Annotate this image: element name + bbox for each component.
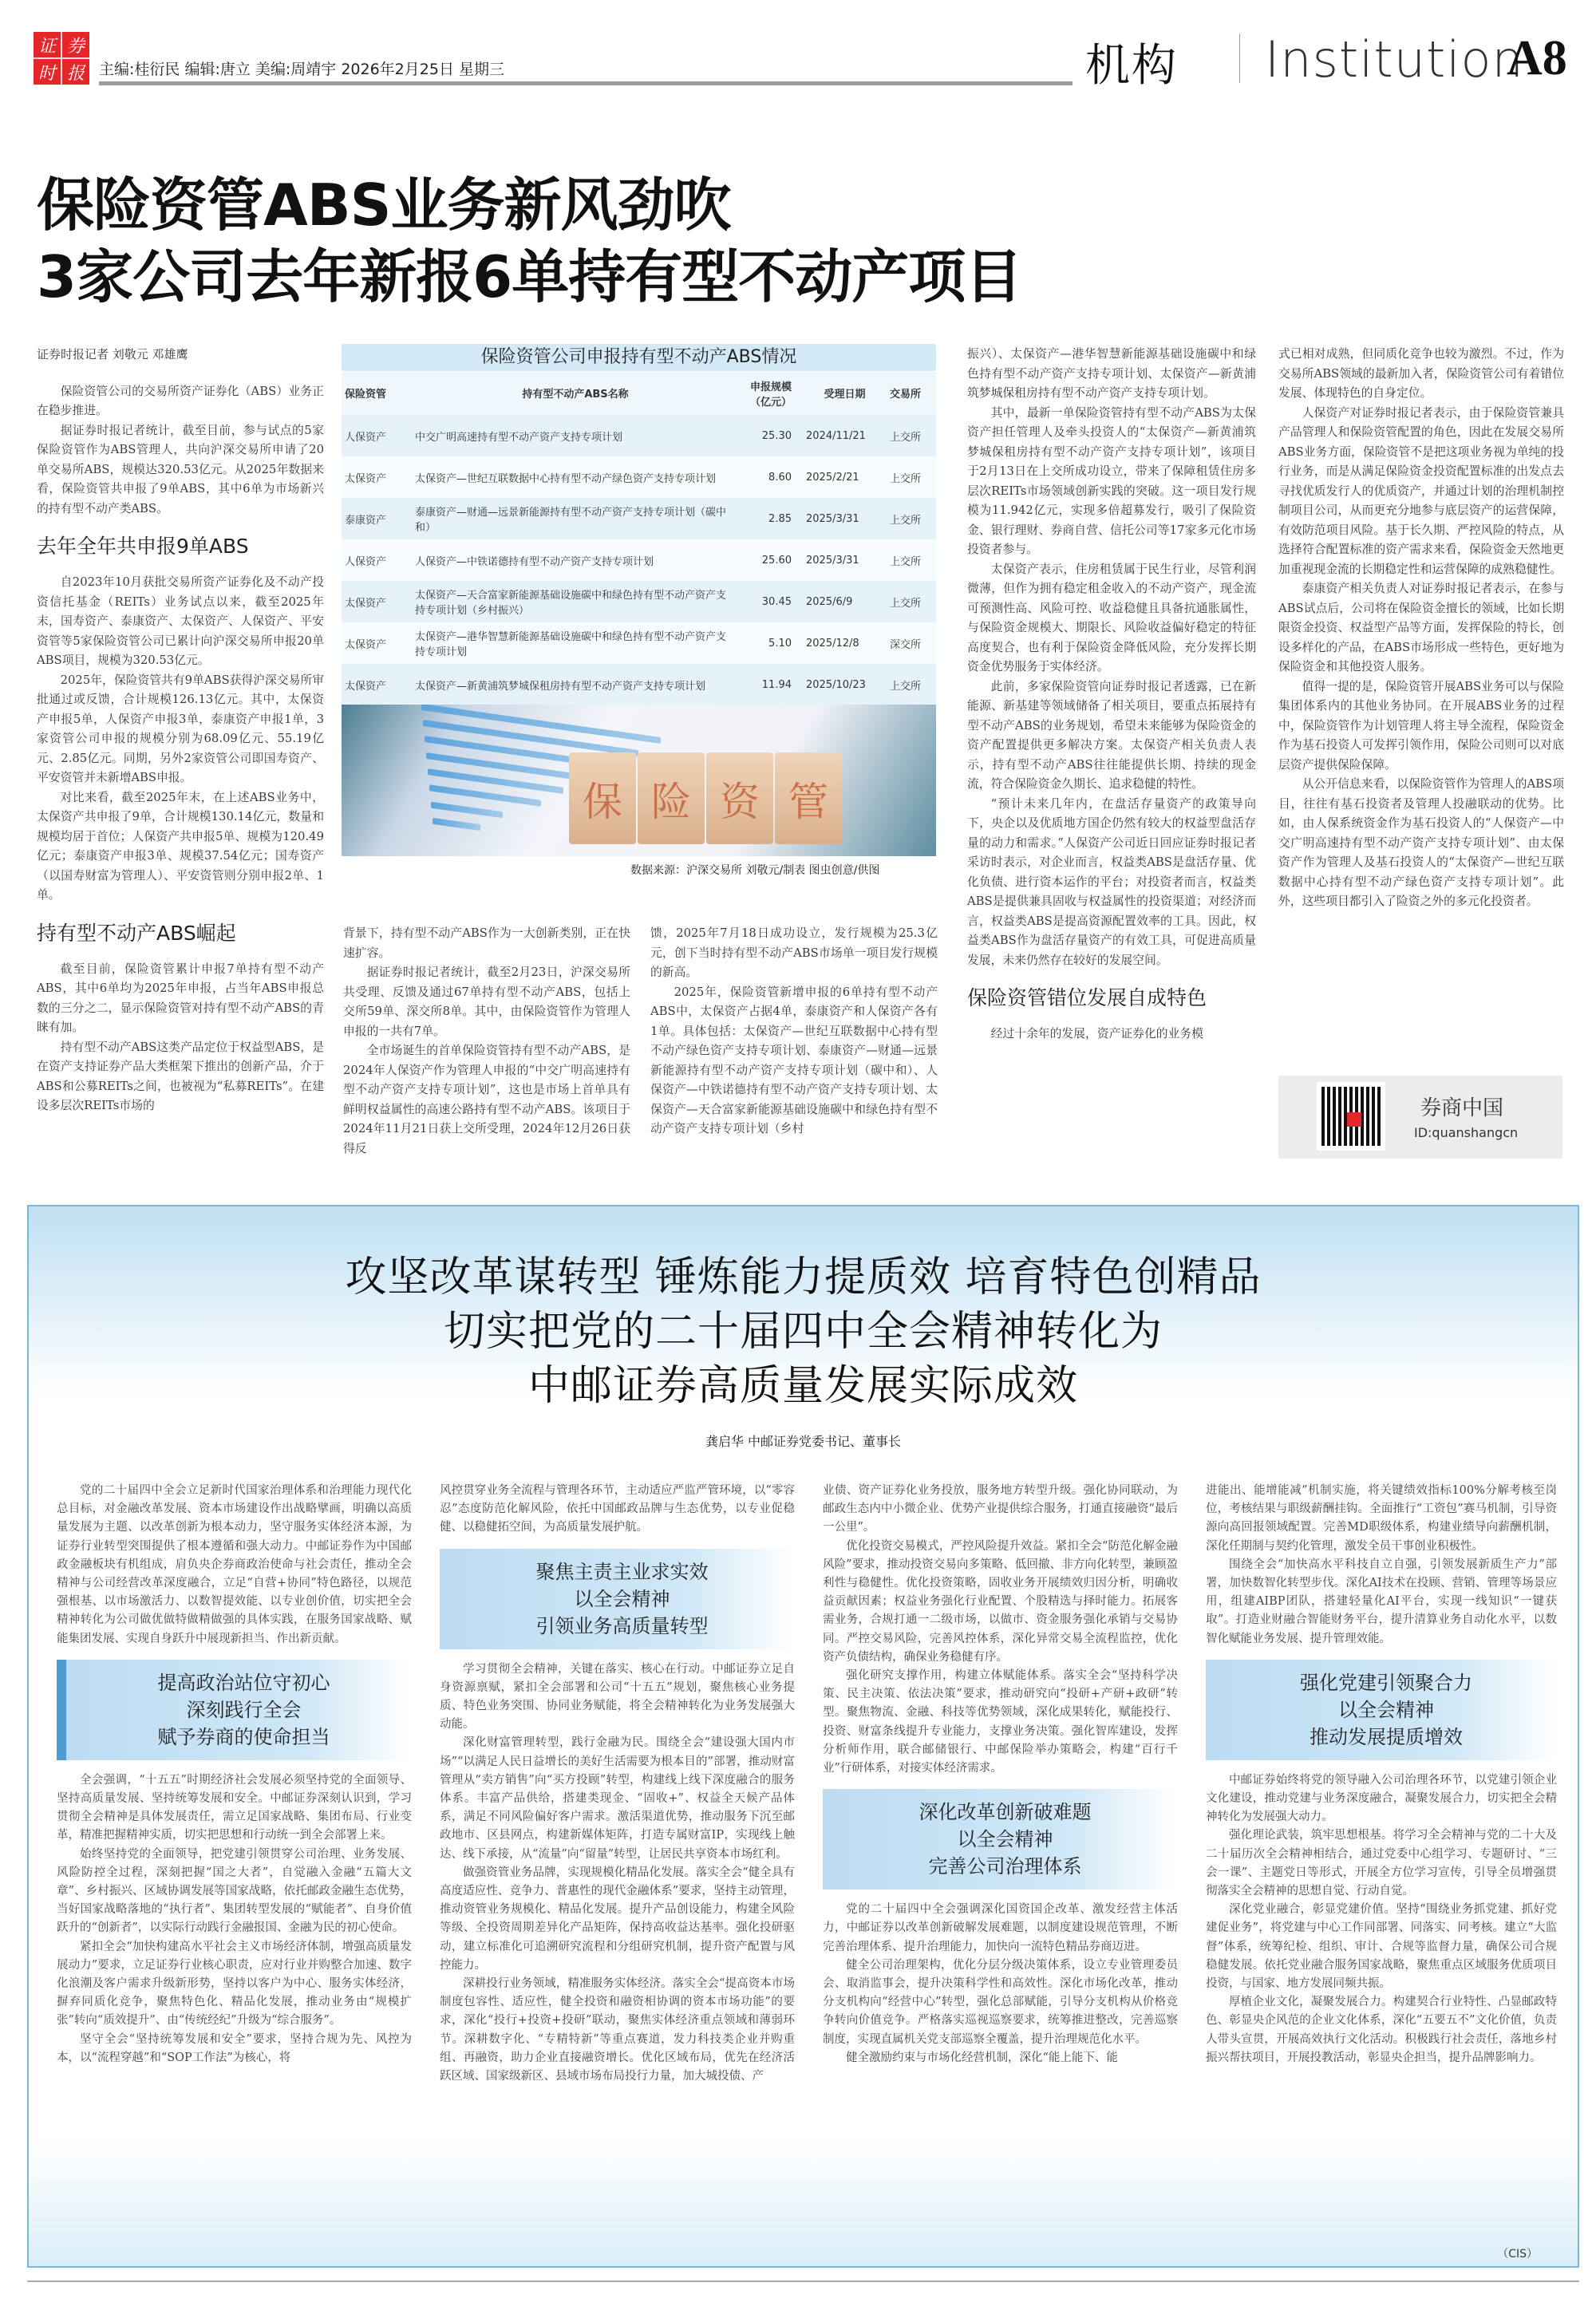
paragraph: 健全公司治理架构，优化分层分级决策体系，设立专业管理委员会、取消监事会，提升决策科学性和高效性。深化市场化改革，推动分支机构向“经营中心”转型，强化总部赋能，引导分支机构从价格竞争转向价值竞争。严格落实巡视巡察要求，统筹推进整改，完善巡察制度，实现直属机关党支部巡察全覆盖，提升治理规范化水平。 (823, 1958, 1178, 2046)
title-line: 中邮证券高质量发展实际成效 (527, 1362, 1078, 1410)
paragraph: 据证券时报记者统计，截至目前，参与试点的5家保险资管作为ABS管理人，共向沪深交易所申请了20单交易所ABS，规模达320.53亿元。从2025年数据来看，保险资管共申报了9单ABS，其中6单为市场新兴的持有型不动产类ABS。 (37, 423, 324, 515)
masthead (0, 0, 1596, 96)
cell-manager: 人保资产 (342, 539, 412, 581)
table-row (342, 581, 936, 622)
masthead-rule (99, 81, 1073, 85)
page-number: A8 (1507, 31, 1567, 85)
box-line: 聚焦主责主业求实效 (535, 1560, 709, 1583)
box-line: 深刻践行全会 (186, 1698, 302, 1721)
qr-code-icon[interactable] (1317, 1082, 1385, 1151)
paragraph: 自2023年10月获批交易所资产证券化及不动产投资信托基金（REITs）业务试点以来，截至2025年末，国寿资产、泰康资产、太保资产、人保资产、平安资管等5家保险资管公司已累计向沪深交易所申报20单ABS项目，规模为320.53亿元。 (37, 575, 324, 667)
photo-caption: 数据来源：沪深交易所 刘敬元/制表 图虫创意/供图 (630, 864, 880, 877)
cell-scale: 5.10 (739, 622, 803, 664)
table-title: 保险资管公司申报持有型不动产ABS情况 (342, 344, 936, 371)
column-header: 受理日期 (803, 371, 887, 415)
section-title-cn: 机构 (1085, 40, 1178, 92)
box-line: 强化党建引领聚合力 (1300, 1671, 1472, 1694)
paragraph: 做强资管业务品牌，实现规模化精品化发展。落实全会“健全具有高度适应性、竞争力、普惠性的现代金融体系”要求，坚持主动管理，推动资管业务规模化、精品化发展。提升产品创设能力，构建全风险等级、全投资周期差异化产品矩阵，保持高收益达基率。强化投研驱动，建立标准化可追溯研究流程和分组研究机制，提升资产配置与风控能力。 (440, 1866, 795, 1972)
cell-date: 2025/12/8 (803, 622, 887, 664)
cell-exchange: 深交所 (887, 622, 936, 664)
headline-line-2: 3家公司去年新报6单持有型不动产项目 (37, 243, 1022, 310)
advertorial-column-3 (823, 1482, 1178, 2067)
cell-exchange: 上交所 (887, 498, 936, 539)
cell-manager: 泰康资产 (342, 498, 412, 539)
paragraph: 深耕投行业务领域，精准服务实体经济。落实全会“提高资本市场制度包容性、适应性，健全投资和融资相协调的资本市场功能”的要求，深化“投行+投资+投研”联动，聚焦实体经济重点领域和薄弱环节。深耕数字化、“专精特新”等重点赛道，发力科技类企业并购重组、再融资，助力企业直接融资增长。优化区域布局，优先在经济活跃区域、国家级新区、县域市场布局投行力量，加大城投债、产 (440, 1977, 795, 2083)
cell-scale: 25.60 (739, 539, 803, 581)
box-line: 完善公司治理体系 (928, 1855, 1082, 1878)
paragraph: 强化理论武装，筑牢思想根基。将学习全会精神与党的二十大及二十届历次全会精神相结合，通过党委中心组学习、专题研讨、“三会一课”、主题党日等形式，开展全方位学习宣传，引导全员增强贯彻落实全会精神的思想自觉、行动自觉。 (1206, 1829, 1557, 1898)
headline-line-1: 保险资管ABS业务新风劲吹 (37, 172, 731, 239)
logo-char: 证 (34, 32, 61, 57)
box-line: 深化改革创新破难题 (918, 1801, 1092, 1824)
paragraph: 从公开信息来看，以保险资管作为管理人的ABS项目，往往有基石投资者及管理人投融联动的优势。比如，由人保系统资金作为基石投资人的“人保资产—中交广明高速持有型不动产资产支持专项计划”、由太保资产作为管理人及基石投资人的“太保资产—世纪互联数据中心持有型不动产绿色资产支持专项计划”。此外，这些项目都引入了险资之外的多元化投资者。 (1278, 777, 1564, 908)
cell-manager: 太保资产 (342, 456, 412, 498)
paragraph: 太保资产表示，住房租赁属于民生行业，尽管利润微薄，但作为拥有稳定租金收入的不动产资产，现金流可预测性高、风险可控、收益稳健且具备抗通胀属性，与保险资金规模大、期限长、风险收益偏好稳定的特征高度契合，也有利于保险资金降低风险，充分发挥长期资金优势服务于实体经济。 (967, 562, 1256, 673)
block-char: 管 (775, 752, 842, 844)
box-line: 以全会精神 (1338, 1698, 1434, 1721)
wooden-blocks (569, 752, 842, 844)
paragraph: 泰康资产相关负责人对证券时报记者表示，在参与ABS试点后，公司将在保险资金擅长的领域，比如长期限资金投资、权益型产品等方面，发挥保险的特长，创设多样化的产品，在ABS市场形成一些特色，更好地为保险资金和其他投资人服务。 (1278, 582, 1564, 673)
newspaper-logo (34, 32, 89, 85)
cell-manager: 太保资产 (342, 664, 412, 705)
cell-exchange: 上交所 (887, 456, 936, 498)
block-char: 资 (706, 752, 773, 844)
paragraph: 此前，多家保险资管向证券时报记者透露，已在新能源、新基建等领域储备了相关项目，要重点拓展持有型不动产ABS的业务规划，希望未来能够为保险资金的资产配置提供更多解决方案。太保资产相关负责人表示，持有型不动产ABS往往能提供长期、持续的现金流，符合保险资金久期长、追求稳健的特性。 (967, 679, 1256, 791)
subheading: 持有型不动产ABS崛起 (37, 921, 236, 945)
paragraph: 对比来看，截至2025年末，在上述ABS业务中，太保资产共申报了9单，合计规模130.14亿元，数量和规模均居于首位；人保资产共申报5单、规模为120.49亿元；泰康资产申报3单、规模37.54亿元；国寿资产（以国寿财富为管理人）、平安资管则分别申报2单、1单。 (37, 790, 324, 902)
cell-scale: 11.94 (739, 664, 803, 705)
paragraph: 厚植企业文化，凝聚发展合力。构建契合行业特性、凸显邮政特色、彰显央企风范的企业文化体系，深化“五要五不”文化价值，负责人带头宣贯，开展高效执行文化活动。积极践行社会责任，落地乡村振兴帮扶项目，开展投教活动，彰显央企担当，提升品牌影响力。 (1206, 1996, 1557, 2064)
paragraph: 党的二十届四中全会立足新时代国家治理体系和治理能力现代化总目标，对金融改革发展、资本市场建设作出战略擘画，明确以高质量发展为主题、以改革创新为根本动力，坚守服务实体经济本源，为证券行业转型突围提供了根本遵循和强大动力。中邮证券作为中国邮政金融板块有机组成，肩负央企券商政治使命与社会责任，推动全会精神与公司经营改革深度融合，立足“自营+协同”特色路径，以规范强根基、以市场激活力、以数智提效能、以专业创价值，切实把全会精神转化为公司做优做特做精做强的具体实践，在服务国家战略、赋能集团发展、实现自身跃升中展现新担当、作出新贡献。 (57, 1484, 412, 1645)
cell-exchange: 上交所 (887, 664, 936, 705)
box-line: 以全会精神 (957, 1828, 1053, 1851)
table-row (342, 539, 936, 581)
paragraph: 进能出、能增能减”机制实施，将关键绩效指标100%分解考核至岗位，考核结果与职级薪酬挂钩。全面推行“工资包”赛马机制，引导资源向高回报领域配置。完善MD职级体系，构建业绩导向薪酬机制，深化任期制与契约化管理，激发全员干事创业积极性。 (1206, 1484, 1557, 1553)
table-row (342, 664, 936, 705)
box-line: 引领业务高质量转型 (535, 1614, 709, 1637)
paragraph: 保险资管公司的交易所资产证券化（ABS）业务正在稳步推进。 (37, 384, 324, 417)
paragraph: 强化研究支撑作用，构建立体赋能体系。落实全会“坚持科学决策、民主决策、依法决策”要求，推动研究向“投研+产研+政研”转型。聚焦物流、金融、科技等优势领域，深化成果转化，赋能投行、投资、财富条线提升专业能力，支撑业务决策。强化智库建设，发挥分析师作用，联合邮储银行、中邮保险举办策略会，构建“百行千业”行研体系，对接实体经济需求。 (823, 1669, 1178, 1775)
cell-manager: 太保资产 (342, 622, 412, 664)
logo-char: 报 (62, 59, 89, 85)
cell-date: 2025/2/21 (803, 456, 887, 498)
paragraph: 学习贯彻全会精神，关键在落实、核心在行动。中邮证券立足自身资源禀赋，紧扣全会部署和公司“十五五”规划，聚焦核心业务提质、特色业务突围、协同业务赋能，将全会精神转化为业务发展强大动能。 (440, 1662, 795, 1732)
advertorial-column-4 (1206, 1482, 1557, 2067)
paragraph: 全会强调，“十五五”时期经济社会发展必须坚持党的全面领导、坚持高质量发展、坚持统筹发展和安全。中邮证券深刻认识到，学习贯彻全会精神是具体发展责任，需立足国家战略、集团布局、行业变革，精准把握精神实质，切实把思想和行动统一到全会部署上来。 (57, 1773, 412, 1842)
cell-name: 中交广明高速持有型不动产资产支持专项计划 (412, 415, 739, 456)
title-line: 攻坚改革谋转型 锤炼能力提质效 培育特色创精品 (345, 1254, 1262, 1301)
promo-id: ID:quanshangcn (1414, 1125, 1519, 1140)
article-column-5 (1278, 345, 1564, 912)
box-line: 以全会精神 (574, 1587, 670, 1610)
advertorial-column-1 (57, 1482, 412, 2067)
byline: 证券时报记者 刘敬元 邓雄鹰 (37, 347, 188, 361)
box-line: 提高政治站位守初心 (157, 1671, 330, 1694)
section-heading-box (57, 1660, 412, 1760)
paragraph: 党的二十届四中全会强调深化国资国企改革、激发经营主体活力，中邮证券以改革创新破解发展难题，以制度建设规范管理，不断完善治理体系、提升治理能力，加快向一流特色精品券商迈进。 (823, 1903, 1178, 1953)
cell-date: 2025/3/31 (803, 539, 887, 581)
paragraph: 其中，最新一单保险资管持有型不动产ABS为太保资产担任管理人及牵头投资人的“太保资产—新黄浦筑梦城保租房持有型不动产资产支持专项计划”，该项目于2月13日在上交所成功设立，带来了保障租赁住房多层次REITs市场领域创新实践的突破。这一项目发行规模为11.942亿元，实现多倍超募发行，吸引了保险资金、银行理财、券商自营、信托公司等17家多元化市场投资者参与。 (967, 405, 1256, 556)
paragraph: 据证券时报记者统计，截至2月23日，沪深交易所共受理、反馈及通过67单持有型不动产ABS，包括上交所59单、深交所8单。其中，由保险资管作为管理人申报的一共有7单。 (343, 965, 630, 1038)
paragraph: 紧扣全会“加快构建高水平社会主义市场经济体制，增强高质量发展动力”要求，立足证券行业核心职责，应对行业并购整合加速、数字化浪潮及客户需求升级新形势，坚持以客户为中心、服务实体经济，摒弃同质化竞争，聚焦特色化、精品化发展，推动业务由“规模扩张”转向“质效提升”、由“传统经纪”升级为“综合服务”。 (57, 1940, 412, 2028)
paragraph: 2025年，保险资管新增申报的6单持有型不动产ABS中，太保资产占据4单，泰康资产和人保资产各有1单。具体包括：太保资产—世纪互联数据中心持有型不动产绿色资产支持专项计划、泰康资产—财通—远景新能源持有型不动产资产支持专项计划（碳中和）、人保资产—中铁诺德持有型不动产资产支持专项计划、太保资产—天合富家新能源基础设施碳中和绿色持有型不动产资产支持专项计划（乡村 (650, 985, 938, 1135)
bottom-rule (27, 2280, 1579, 2282)
article-column-1 (37, 345, 324, 1116)
paragraph: 深化党业融合，彰显党建价值。坚持“围绕业务抓党建、抓好党建促业务”，将党建与中心工作同部署、同落实、同考核。建立“大监督”体系，统筹纪检、组织、审计、合规等监督力量，确保公司合规稳健发展。依托党业融合服务国家战略，聚焦重点区域服务优质项目投资，与国家、地方发展同频共振。 (1206, 1903, 1557, 1991)
logo-char: 券 (62, 32, 89, 57)
column-header: 保险资管 (342, 371, 412, 415)
section-heading-box (1206, 1660, 1557, 1760)
wechat-promo-box (1278, 1076, 1562, 1159)
column-header: 申报规模（亿元） (739, 371, 803, 415)
subheading: 保险资管错位发展自成特色 (967, 986, 1207, 1009)
cell-date: 2025/10/23 (803, 664, 887, 705)
cell-date: 2024/11/21 (803, 415, 887, 456)
cell-exchange: 上交所 (887, 539, 936, 581)
section-divider (1239, 34, 1240, 83)
paragraph: 深化财富管理转型，践行金融为民。围绕全会“建设强大国内市场”“以满足人民日益增长的美好生活需要为根本目的”部署，推动财富管理从“卖方销售”向“买方投顾”转型，构建线上线下深度融合的服务体系。丰富产品供给，搭建类现金、“固收+”、权益全天候产品体系，满足不同风险偏好客户需求。激活渠道优势，推动服务下沉至邮政地市、区县网点，构建新媒体矩阵，打造专属财富IP，实现线上触达、线下承接，从“流量”向“留量”转型，让居民共享资本市场红利。 (440, 1736, 795, 1861)
article-column-2 (343, 924, 630, 1159)
advertorial-title (29, 1250, 1578, 1413)
cell-scale: 30.45 (739, 581, 803, 622)
paragraph: 经过十余年的发展，资产证券化的业务模 (990, 1027, 1203, 1041)
advertorial-author: 龚启华 中邮证券党委书记、董事长 (705, 1434, 902, 1449)
logo-char: 时 (34, 59, 61, 85)
block-char: 保 (569, 752, 636, 844)
cell-name: 泰康资产—财通—远景新能源持有型不动产资产支持专项计划（碳中和） (412, 498, 739, 539)
editor-info: 主编:桂衍民 编辑:唐立 美编:周靖宇 2026年2月25日 星期三 (99, 61, 504, 78)
paragraph: 截至目前，保险资管累计申报7单持有型不动产ABS，其中6单均为2025年申报，占当年ABS申报总数的三分之二，显示保险资管对持有型不动产ABS的青睐有加。 (37, 962, 324, 1034)
section-title-en: Institution (1265, 30, 1524, 89)
article-headline (37, 169, 1021, 313)
paragraph: 健全激励约束与市场化经营机制，深化“能上能下、能 (846, 2051, 1118, 2064)
paragraph: 中邮证券始终将党的领导融入公司治理各环节，以党建引领企业文化建设，推动党建与业务深度融合，凝聚发展合力，切实把全会精神转化为发展强大动力。 (1206, 1773, 1557, 1824)
paragraph: 持有型不动产ABS这类产品定位于权益型ABS，是在资产支持证券产品大类框架下推出的创新产品，介于ABS和公募REITs之间，也被视为“私募REITs”。在建设多层次REITs市场的 (37, 1040, 324, 1112)
paragraph: 风控贯穿业务全流程与管理各环节，主动适应严监严管环境，以“零容忍”态度防范化解风险，依托中国邮政品牌与生态优势，以专业促稳健、以稳健拓空间，为高质量发展护航。 (440, 1484, 795, 1534)
promo-title: 券商中国 (1420, 1096, 1504, 1120)
paragraph: 始终坚持党的全面领导，把党建引领贯穿公司治理、业务发展、风险防控全过程，深刻把握“国之大者”，自觉融入金融“五篇大文章”、乡村振兴、区域协调发展等国家战略，依托邮政金融生态优势，当好国家战略落地的“执行者”、集团转型发展的“赋能者”、自身价值跃升的“创新者”，以实际行动践行金融报国、金融为民的初心使命。 (57, 1847, 412, 1935)
cell-scale: 2.85 (739, 498, 803, 539)
cell-name: 太保资产—新黄浦筑梦城保租房持有型不动产资产支持专项计划 (412, 664, 739, 705)
subheading: 去年全年共申报9单ABS (37, 535, 249, 558)
cell-manager: 人保资产 (342, 415, 412, 456)
cell-manager: 太保资产 (342, 581, 412, 622)
cis-mark: （CIS） (1497, 2248, 1538, 2261)
table-row (342, 498, 936, 539)
cell-name: 太保资产—港华智慧新能源基础设施碳中和绿色持有型不动产资产支持专项计划 (412, 622, 739, 664)
section-heading-box (440, 1549, 795, 1649)
table-row (342, 415, 936, 456)
article-column-3 (650, 924, 938, 1139)
title-line: 切实把党的二十届四中全会精神转化为 (443, 1308, 1163, 1356)
cell-scale: 25.30 (739, 415, 803, 456)
advertorial-section (27, 1205, 1579, 2268)
paragraph: 式已相对成熟，但同质化竞争也较为激烈。不过，作为交易所ABS领域的最新加入者，保险资管公司有着错位发展、体现特色的自身定位。 (1278, 347, 1564, 400)
paragraph: 全市场诞生的首单保险资管持有型不动产ABS，是2024年人保资产作为管理人申报的“中交广明高速持有型不动产资产支持专项计划”，这也是市场上首单具有鲜明权益属性的高速公路持有型不动产ABS。该项目于2024年11月21日获上交所受理，2024年12月26日获得反 (343, 1044, 630, 1155)
paragraph: 人保资产对证券时报记者表示，由于保险资管兼具产品管理人和保险资管配置的角色，因此在发展交易所ABS业务方面，保险资管不是把这项业务视为单纯的投行业务，而是从满足保险资金投资配置标准的出发点去寻找优质发行人的优质资产，并通过计划的治理机制控制项目公司，从而更充分地参与底层资产的运营保障，有效防范项目风险。基于长久期、严控风险的特点，从选择符合配置标准的资产需求来看，保险资金天然地更加重视现金流的长期稳定性和运营保障的成熟稳健性。 (1278, 405, 1564, 576)
column-header: 持有型不动产ABS名称 (412, 371, 739, 415)
box-line: 推动发展提质增效 (1310, 1725, 1463, 1748)
table-row (342, 456, 936, 498)
table-header-row (342, 371, 936, 415)
section-heading-box (823, 1789, 1178, 1890)
abs-table-card (342, 344, 936, 705)
paragraph: “预计未来几年内，在盘活存量资产的政策导向下，央企以及优质地方国企仍然有较大的权益型盘活存量的动力和需求。”人保资产公司近日回应证券时报记者采访时表示，对企业而言，权益类ABS是盘活存量、优化负债、进行资本运作的平台；对投资者而言，权益类ABS是提供兼具固收与权益属性的投资渠道；对经济而言，权益类ABS是提高资源配置效率的工具。因此，权益类ABS作为盘活存量资产的有效工具，可促进高质量发展，未来仍然存在较好的发展空间。 (967, 796, 1256, 967)
cell-name: 人保资产—中铁诺德持有型不动产资产支持专项计划 (412, 539, 739, 581)
cell-exchange: 上交所 (887, 581, 936, 622)
column-header: 交易所 (887, 371, 936, 415)
block-char: 险 (638, 752, 705, 844)
paragraph: 围绕全会“加快高水平科技自立自强，引领发展新质生产力”部署，加快数智化转型步伐。深化AI技术在投顾、营销、管理等场景应用，组建AIBP团队，搭建轻量化AI平台，实现一线知识“一键获取”。打造业财融合智能财务平台，提升清算业务自动化水平，以数智化赋能业务发展、提升管理效能。 (1206, 1558, 1557, 1645)
cell-scale: 8.60 (739, 456, 803, 498)
cell-date: 2025/6/9 (803, 581, 887, 622)
paragraph: 值得一提的是，保险资管开展ABS业务可以与保险集团体系内的其他业务协同。在开展ABS业务的过程中，保险资管作为计划管理人将主导全流程，保险资金作为基石投资人可发挥引领作用，保险公司则可以对底层资产提供保险保障。 (1278, 679, 1564, 772)
box-line: 赋予券商的使命担当 (157, 1725, 330, 1748)
cell-date: 2025/3/31 (803, 498, 887, 539)
paragraph: 优化投资交易模式，严控风险提升效益。紧扣全会“防范化解金融风险”要求，推动投资交易向多策略、低回撤、非方向化转型，兼顾盈利性与稳健性。优化投资策略，固收业务开展绩效归因分析，明确收益贡献因素；权益业务强化行业配置、个股精选与择时能力。拓展客需业务，合规打通一二级市场，以做市、资金服务强化承销与交易协同。严控交易风险，完善风控体系，深化异常交易全流程监控，优化资产负债结构，确保业务稳健有序。 (823, 1539, 1178, 1664)
illustration-photo (342, 705, 936, 856)
cell-exchange: 上交所 (887, 415, 936, 456)
paragraph: 馈，2025年7月18日成功设立，发行规模为25.3亿元，创下当时持有型不动产ABS市场单一项目发行规模的新高。 (650, 926, 938, 979)
abs-table (342, 371, 936, 705)
advertorial-column-2 (440, 1482, 795, 2086)
cell-name: 太保资产—天合富家新能源基础设施碳中和绿色持有型不动产资产支持专项计划（乡村振兴） (412, 581, 739, 622)
paragraph: 坚守全会“坚持统筹发展和安全”要求，坚持合规为先、风控为本，以“流程穿越”和“SOP工作法”为核心，将 (57, 2032, 412, 2064)
table-row (342, 622, 936, 664)
paragraph: 振兴）、太保资产—港华智慧新能源基础设施碳中和绿色持有型不动产资产支持专项计划、太保资产—新黄浦筑梦城保租房持有型不动产资产支持专项计划。 (967, 347, 1256, 400)
paragraph: 业债、资产证券化业务投放，服务地方转型升级。强化协同联动，为邮政生态内中小微企业、优势产业提供综合服务，打通直接融资“最后一公里”。 (823, 1484, 1178, 1534)
paragraph: 背景下，持有型不动产ABS作为一大创新类别，正在快速扩容。 (343, 926, 630, 960)
article-column-4 (967, 345, 1256, 1044)
paragraph: 2025年，保险资管共有9单ABS获得沪深交易所审批通过或反馈，合计规模126.13亿元。其中，太保资产申报5单，人保资产申报3单，泰康资产申报1单，3家资管公司申报的规模分别为68.09亿元、55.19亿元、2.85亿元。同期，另外2家资管公司即国寿资产、平安资管并未新增ABS申报。 (37, 673, 324, 784)
cell-name: 太保资产—世纪互联数据中心持有型不动产绿色资产支持专项计划 (412, 456, 739, 498)
